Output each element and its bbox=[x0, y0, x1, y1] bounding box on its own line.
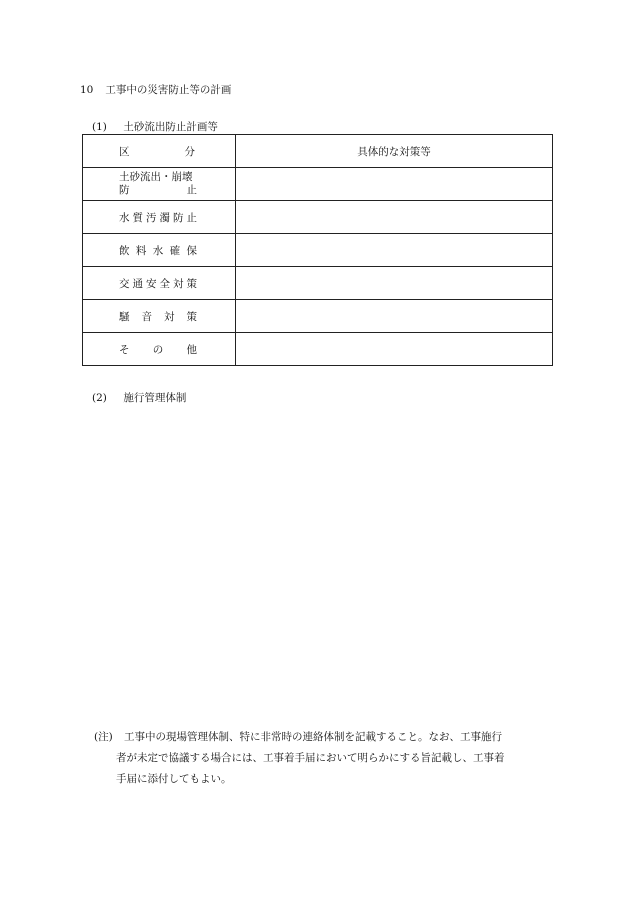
row-label-char: 飲 bbox=[119, 244, 130, 257]
row-label-char: の bbox=[152, 343, 164, 356]
footnote-line: 手届に添付してもよい。 bbox=[116, 773, 232, 785]
row-label-char: 汚 bbox=[146, 211, 157, 224]
section-heading bbox=[80, 82, 231, 97]
header-measures: 具体的な対策等 bbox=[236, 135, 553, 168]
header-category-char: 区 bbox=[119, 145, 130, 158]
footnote-line: 工事中の現場管理体制、特に非常時の連絡体制を記載すること。なお、工事施行 bbox=[124, 731, 502, 743]
subsection-2-marker: (2) bbox=[92, 392, 107, 404]
measure-cell[interactable] bbox=[236, 333, 553, 366]
footnote-line: 者が未定で協議する場合には、工事着手届において明らかにする旨記載し、工事着 bbox=[116, 752, 505, 764]
row-label-char: 止 bbox=[186, 184, 197, 196]
table-header-row bbox=[83, 135, 553, 168]
measure-cell[interactable] bbox=[236, 168, 553, 201]
row-label-traffic-safety bbox=[83, 276, 235, 291]
table-row bbox=[83, 201, 553, 234]
header-category-char: 分 bbox=[184, 145, 195, 158]
table-row bbox=[83, 168, 553, 201]
row-label-char: 安 bbox=[146, 277, 157, 290]
measure-cell[interactable] bbox=[236, 234, 553, 267]
header-category bbox=[83, 144, 235, 159]
measure-cell[interactable] bbox=[236, 300, 553, 333]
row-label-char: 質 bbox=[132, 211, 143, 224]
footnote-marker: (注) bbox=[94, 731, 113, 743]
row-label-char: 料 bbox=[135, 244, 147, 257]
countermeasure-table bbox=[82, 134, 553, 366]
row-label-char: 騒 bbox=[119, 310, 130, 323]
row-label-char: 防 bbox=[173, 211, 184, 224]
row-label-char: 保 bbox=[186, 244, 197, 257]
row-label-char: 策 bbox=[186, 277, 197, 290]
row-label-water-pollution bbox=[83, 210, 235, 225]
row-label-noise bbox=[83, 309, 235, 324]
heading-text: 工事中の災害防止等の計画 bbox=[105, 84, 232, 96]
measure-cell[interactable] bbox=[236, 201, 553, 234]
row-label-char: 策 bbox=[186, 310, 197, 323]
row-label-char: 確 bbox=[169, 244, 181, 257]
table-row bbox=[83, 300, 553, 333]
row-label-char: そ bbox=[119, 343, 130, 356]
table-row bbox=[83, 333, 553, 366]
row-label-char: 水 bbox=[152, 244, 164, 257]
row-label-char: 他 bbox=[186, 343, 197, 356]
row-label-char: 交 bbox=[119, 277, 130, 290]
row-label-drinking-water bbox=[83, 243, 235, 258]
table-row bbox=[83, 267, 553, 300]
row-label-char: 止 bbox=[186, 211, 197, 224]
table-row bbox=[83, 234, 553, 267]
row-label-char: 音 bbox=[141, 310, 152, 323]
row-label-char: 通 bbox=[132, 277, 143, 290]
subsection-1-title bbox=[92, 119, 218, 134]
row-label-char: 防 bbox=[119, 184, 130, 196]
subsection-2-text: 施行管理体制 bbox=[123, 392, 187, 404]
row-label-line: 土砂流出・崩壊 bbox=[119, 171, 193, 183]
row-label-char: 対 bbox=[173, 277, 184, 290]
footnote bbox=[94, 727, 505, 790]
row-label-other bbox=[83, 342, 235, 357]
row-label-char: 全 bbox=[159, 277, 170, 290]
row-label-char: 水 bbox=[119, 211, 130, 224]
row-label-char: 濁 bbox=[159, 211, 170, 224]
subsection-1-marker: (1) bbox=[92, 121, 107, 133]
subsection-1-text: 土砂流出防止計画等 bbox=[123, 121, 218, 133]
measure-cell[interactable] bbox=[236, 267, 553, 300]
row-label-sediment bbox=[83, 171, 235, 197]
row-label-char: 対 bbox=[164, 310, 175, 323]
subsection-2-title bbox=[92, 390, 186, 405]
heading-number: 10 bbox=[80, 84, 94, 96]
